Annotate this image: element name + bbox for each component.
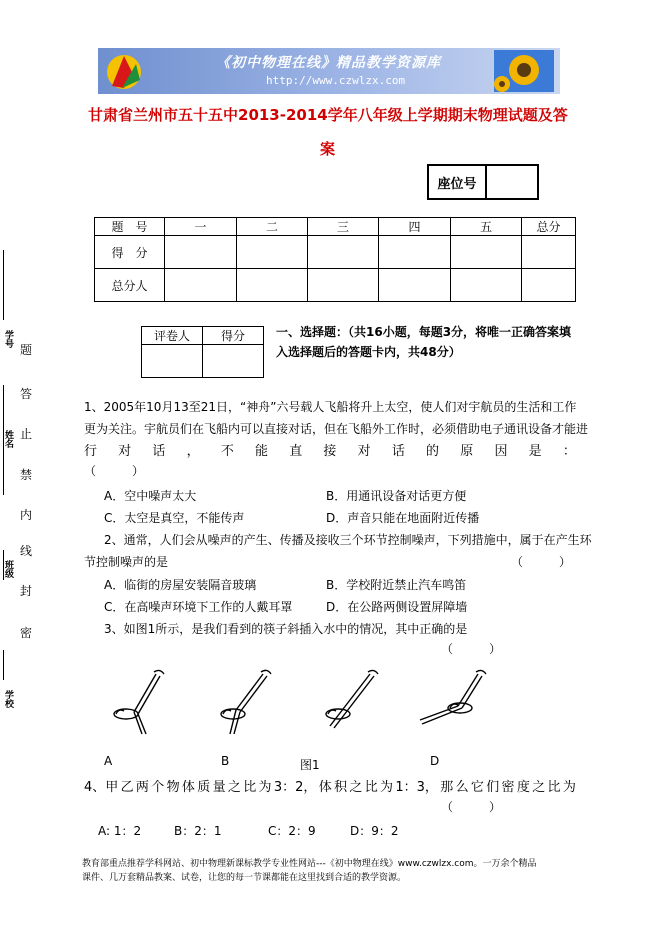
q4-option-c[interactable]: C：2：9 (268, 824, 316, 838)
q4-option-b[interactable]: B：2：1 (174, 824, 222, 838)
binding-margin (0, 250, 38, 890)
figure-label-b: B (221, 754, 230, 768)
q4-line1-word: 量 (212, 780, 226, 795)
binding-char: 密 (20, 626, 33, 640)
q1-line3-word: 是 (528, 444, 542, 459)
figure-1-chopsticks (108, 668, 508, 738)
q2-text-line1: 2、通常，人们会从噪声的产生、传播及接收三个环节控制噪声，下列措施中，属于在产生环 (104, 533, 592, 547)
school-label: 学校 (3, 690, 13, 708)
header-cell: 题 号 (95, 218, 165, 236)
site-logo-icon (102, 50, 146, 92)
q4-line1-word: 为 (380, 780, 394, 795)
q1-text-line1: 1、2005年10月13至21日，“神舟”六号载人飞船将升上太空，使人们对宇航员的生活和工作 (84, 400, 577, 414)
row-label: 得 分 (95, 236, 165, 269)
q2-option-c[interactable]: C．在高噪声环境下工作的人戴耳罩 (104, 600, 293, 614)
binding-char: 内 (20, 508, 33, 522)
q1-option-b[interactable]: B．用通讯设备对话更方便 (326, 489, 467, 503)
q2-option-d[interactable]: D．在公路两侧设置屏障墙 (326, 600, 468, 614)
q1-line3-word: 原 (460, 444, 474, 459)
q1-line3-word: ， (186, 444, 200, 459)
chopstick-figure-a (114, 670, 164, 734)
score-cell[interactable] (451, 269, 522, 302)
q4-line1-word: 乙 (120, 780, 134, 795)
q1-option-a[interactable]: A．空中噪声太大 (104, 489, 197, 503)
q4-line1-word: 那 (440, 780, 454, 795)
q4-line1-word: 度 (516, 780, 530, 795)
q4-line1-word: 物 (166, 780, 180, 795)
q1-line3-word: 行 (84, 444, 98, 459)
score-table (94, 217, 576, 302)
binding-line (3, 250, 4, 320)
q1-line3-word: 能 (255, 444, 269, 459)
q1-answer-bracket[interactable]: （ ） (84, 464, 145, 478)
sunflower-icon (494, 50, 554, 92)
banner-url[interactable]: http://www.czwlzx.com (266, 74, 406, 87)
class-label: 班级 (3, 560, 13, 578)
q4-line1-word: 之 (532, 780, 546, 795)
binding-char: 线 (20, 544, 33, 558)
q4-line1-word: 为 (562, 780, 576, 795)
binding-char: 答 (20, 387, 33, 401)
header-cell: 四 (379, 218, 451, 236)
score-cell[interactable] (308, 269, 379, 302)
q1-text-line3 (84, 440, 576, 459)
page-footer (82, 857, 582, 885)
q1-line3-word: 对 (357, 444, 371, 459)
q1-option-c[interactable]: C．太空是真空，不能传声 (104, 511, 245, 525)
q2-text-line2: 节控制噪声的是 (84, 555, 169, 569)
q4-line1-word: 积 (334, 780, 348, 795)
q2-answer-bracket[interactable]: （ ） (511, 555, 572, 569)
q4-text-line1 (84, 776, 576, 795)
score-cell[interactable] (165, 236, 237, 269)
score-cell[interactable] (379, 236, 451, 269)
exam-title-continued: 案 (320, 140, 336, 158)
grader-label: 评卷人 (142, 327, 203, 345)
q1-line3-word: 话 (391, 444, 405, 459)
row-label: 总分人 (95, 269, 165, 302)
q1-text-line2: 更为关注。宇航员们在飞船内可以直接对话，但在飞船外工作时，必须借助电子通讯设备才能进 (84, 422, 589, 436)
score-cell[interactable] (237, 236, 308, 269)
q1-line3-word: 不 (220, 444, 234, 459)
score-cell[interactable] (308, 236, 379, 269)
footer-line2: 课件、几万套精品教案、试卷，让您的每一节课都能在这里找到合适的教学资源。 (82, 873, 407, 883)
figure-caption: 图1 (300, 758, 320, 772)
q1-line3-word: ： (562, 444, 576, 459)
binding-line (3, 650, 4, 680)
q4-line1-word: 个 (151, 780, 165, 795)
q1-line3-word: 话 (152, 444, 166, 459)
seat-number-box[interactable] (427, 164, 539, 200)
binding-char: 封 (20, 584, 33, 598)
q1-line3-word: 的 (426, 444, 440, 459)
chopstick-figure-d (420, 670, 486, 724)
footer-line1: 教育部重点推荐学科网站、初中物理新课标教学专业性网站---《初中物理在线》www.czwlzx.com。一万余个精品 (82, 859, 537, 869)
section-heading: 一、选择题：（共16小题，每题3分，将唯一正确答案填入选择题后的答题卡内，共48分） (276, 325, 572, 359)
banner-title: 《初中物理在线》精品教学资源库 (216, 55, 441, 71)
binding-char: 题 (20, 343, 33, 357)
student-name-label: 姓名 (3, 430, 13, 448)
q4-line1-word: 两 (135, 780, 149, 795)
header-cell: 二 (237, 218, 308, 236)
grader-table (141, 326, 264, 378)
scorer-row (95, 269, 576, 302)
q1-line3-word: 接 (323, 444, 337, 459)
score-cell[interactable] (379, 269, 451, 302)
q4-option-d[interactable]: D：9：2 (350, 824, 399, 838)
score-row (95, 236, 576, 269)
q1-line3-word: 因 (494, 444, 508, 459)
chopstick-figure-b (221, 670, 271, 734)
grader-score-cell[interactable] (203, 345, 264, 378)
q4-line1-word: 质 (197, 780, 211, 795)
q2-option-a[interactable]: A．临街的房屋安装隔音玻璃 (104, 578, 257, 592)
q4-line1-word: 比 (547, 780, 561, 795)
q4-line1-word: 它 (470, 780, 484, 795)
q4-line1-word: 体 (181, 780, 195, 795)
chopstick-figure-c (326, 670, 378, 728)
q4-line1-word: 比 (243, 780, 257, 795)
score-cell[interactable] (237, 269, 308, 302)
score-table-header-row (95, 218, 576, 236)
header-cell: 三 (308, 218, 379, 236)
q4-line1-word: 为 (258, 780, 272, 795)
binding-char: 止 (20, 427, 33, 441)
q3-text-line1: 3、如图1所示，是我们看到的筷子斜插入水中的情况，其中正确的是 (104, 622, 468, 636)
score-cell[interactable] (522, 236, 576, 269)
q1-option-d[interactable]: D．声音只能在地面附近传播 (326, 511, 480, 525)
q3-answer-bracket[interactable]: （ ） (441, 642, 502, 656)
q4-option-a[interactable]: A: 1：2 (98, 824, 142, 838)
header-cell: 总分 (522, 218, 576, 236)
q4-line1-word: 么 (455, 780, 469, 795)
grader-name-cell[interactable] (142, 345, 203, 378)
seat-number-label: 座位号 (429, 166, 487, 198)
header-cell: 五 (451, 218, 522, 236)
q4-answer-bracket[interactable]: （ ） (441, 800, 502, 814)
header-banner (98, 48, 560, 94)
header-cell: 一 (165, 218, 237, 236)
score-cell[interactable] (165, 269, 237, 302)
score-cell[interactable] (451, 236, 522, 269)
figure-label-d: D (430, 754, 440, 768)
q4-line1-word: 之 (349, 780, 363, 795)
q4-line1-word: 们 (486, 780, 500, 795)
q1-line3-word: 直 (289, 444, 303, 459)
score-cell[interactable] (522, 269, 576, 302)
q2-option-b[interactable]: B．学校附近禁止汽车鸣笛 (326, 578, 467, 592)
grader-score-label: 得分 (203, 327, 264, 345)
binding-char: 禁 (20, 468, 33, 482)
q1-line3-word: 对 (118, 444, 132, 459)
q4-line1-word: 3：2， (273, 780, 317, 795)
figure-label-a: A (104, 754, 113, 768)
q4-line1-word: 1：3， (395, 780, 438, 795)
q4-line1-word: 密 (501, 780, 515, 795)
student-id-label: 学号 (3, 330, 13, 348)
q4-line1-word: 之 (227, 780, 241, 795)
exam-title: 甘肃省兰州市五十五中2013-2014学年八年级上学期期末物理试题及答 (88, 106, 568, 124)
q4-line1-word: 体 (318, 780, 332, 795)
q4-line1-word: 比 (364, 780, 378, 795)
q4-line1-word: 4、甲 (84, 780, 119, 795)
